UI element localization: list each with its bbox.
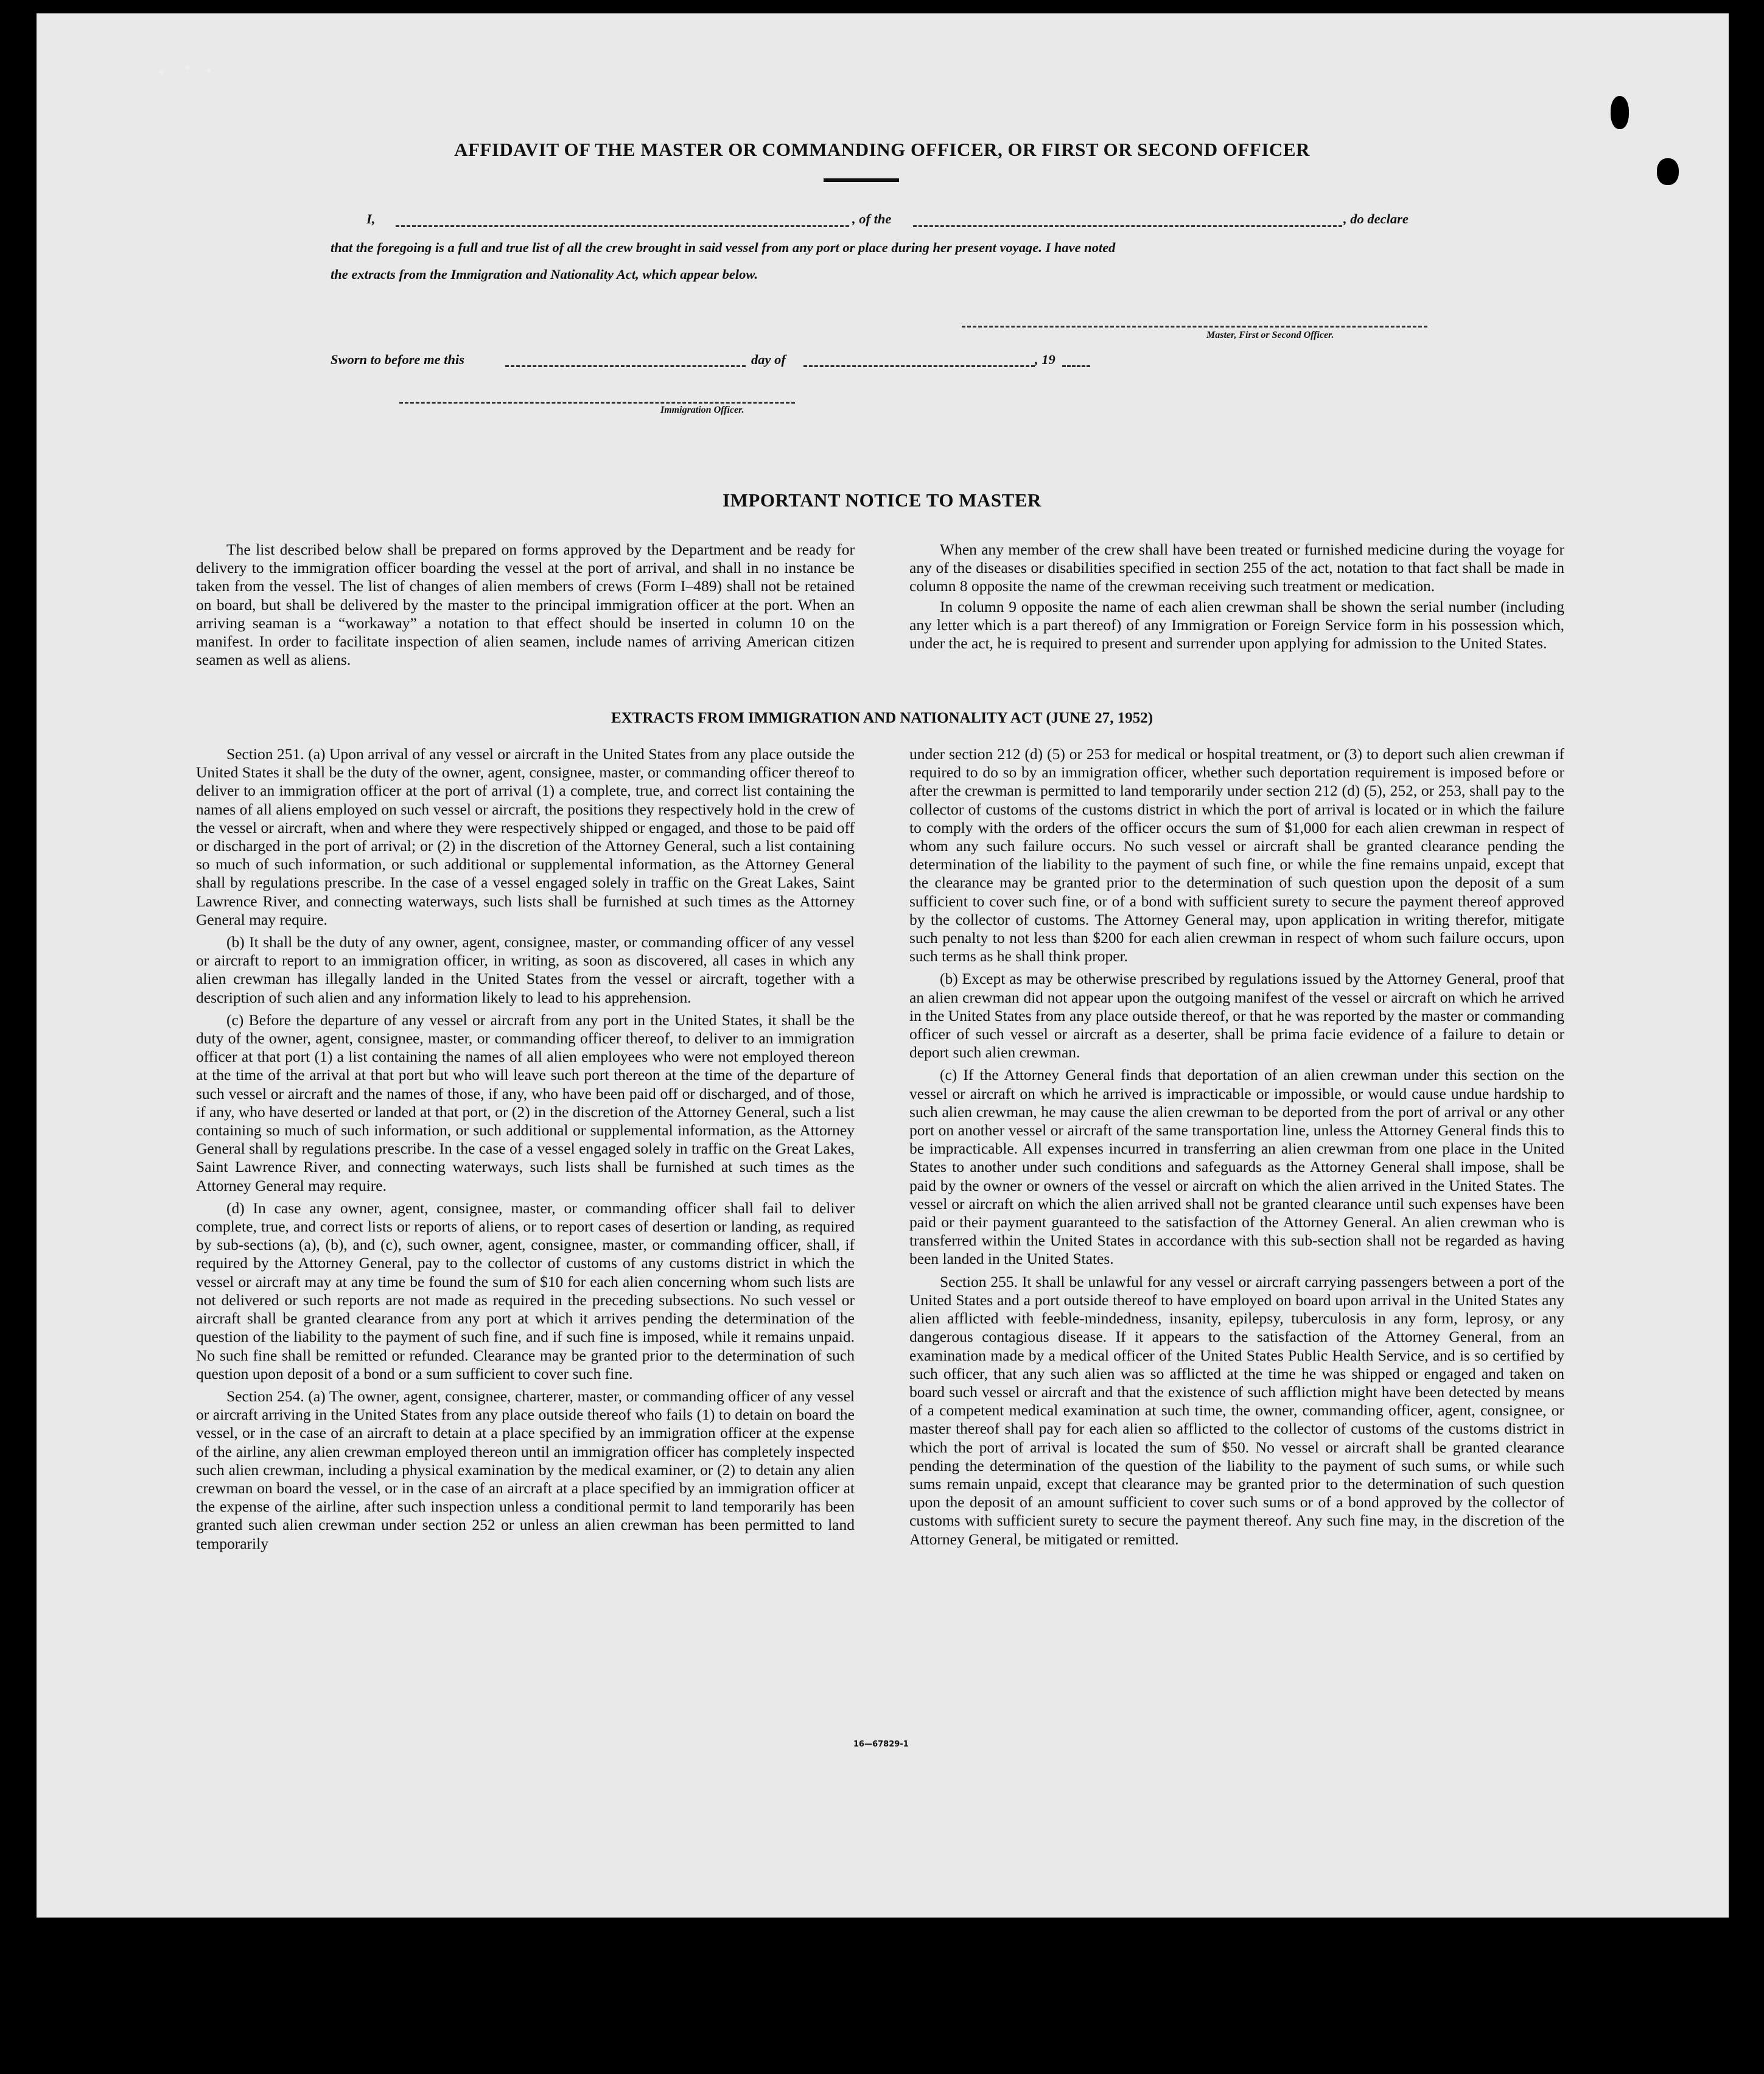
affidavit-title: AFFIDAVIT OF THE MASTER OR COMMANDING OFFICER, OR FIRST OR SECOND OFFICER (454, 139, 1310, 160)
extracts-right-column (909, 745, 1564, 1714)
act-section-paragraph: Section 251. (a) Upon arrival of any vessel or aircraft in the United States from any place outside the United States it shall be the duty of the owner, agent, consignee, master, or commanding officer thereof to deliver to an immigration officer at the port of arrival (1) a complete, true, and correct list containing the names of all aliens employed on such vessel or aircraft, the positions they respectively hold in the crew of the vessel or aircraft, when and where they were respectively shipped or engaged, and those to be paid off or discharged in the port of arrival; or (2) in the discretion of the Attorney General, such a list containing so much of such information, or such additional or supplemental information, as the Attorney General shall by regulations prescribe. In the case of a vessel engaged solely in traffic on the Great Lakes, Saint Lawrence River, and connecting waterways, such lists shall be furnished at such times as the Attorney General may require. (196, 745, 855, 928)
notice-title: IMPORTANT NOTICE TO MASTER (723, 489, 1041, 511)
immigration-officer-label: Immigration Officer. (660, 405, 744, 415)
sworn-year-field[interactable] (1062, 365, 1090, 367)
sworn-day-field[interactable] (505, 365, 746, 367)
scan-speck (185, 66, 189, 70)
day-of-label: day of (751, 352, 786, 367)
sworn-label: Sworn to before me this (331, 352, 465, 367)
form-number: 16—67829-1 (853, 1740, 909, 1749)
act-section-paragraph: (b) Except as may be otherwise prescribed by regulations issued by the Attorney General, proof that an alien crewman did not appear upon the outgoing manifest of the vessel or aircraft on which he arrived in the United States from any place outside thereof, or that he was reported by the master or commanding officer of such vessel or aircraft as a deserter, shall be prima facie evidence of a failure to detain or deport such alien crewman. (909, 970, 1564, 1062)
vessel-label: , of the (852, 211, 892, 226)
notice-left-column (196, 541, 855, 673)
act-section-paragraph: under section 212 (d) (5) or 253 for medical or hospital treatment, or (3) to deport such alien crewman if required to do so by an immigration officer, whether such deportation requirement is imposed before or after the crewman is permitted to land temporarily under section 212 (d) (5), 252, or 253, shall pay to the collector of customs of the customs district in which the port of arrival is located or in which the failure to comply with the orders of the officer occurs the sum of $1,000 for each alien crewman in respect of whom any such failure occurs. No such vessel or aircraft shall be granted clearance pending the determination of the liability to the payment of such fine, or while the fine remains unpaid, except that the clearance may be granted prior to the determination of such question upon the deposit of a sum sufficient to cover such fine, or of a bond with sufficient surety to secure the payment thereof approved by the collector of customs. The Attorney General may, upon application in writing therefor, mitigate such penalty to not less than $200 for each alien crewman in respect of whom such failure occurs, upon such terms as he shall think proper. (909, 745, 1564, 965)
act-section-paragraph: (d) In case any owner, agent, consignee, master, or commanding officer shall fail to deliver complete, true, and correct lists or reports of aliens, or to report cases of desertion or landing, as required by sub-sections (a), (b), and (c), such owner, agent, consignee, master, or commanding officer, shall, if required by the Attorney General, pay to the collector of customs of any customs district in which the vessel or aircraft may at any time be found the sum of $10 for each alien concerning whom such lists are not delivered or such reports are not made as required in the preceding subsections. No such vessel or aircraft shall be granted clearance from any port at which it arrives pending the determination of the question of the liability to the payment of such fine, and if such fine is imposed, while it remains unpaid. No such fine shall be remitted or refunded. Clearance may be granted prior to the determination of such question upon deposit of a bond or a sum sufficient to cover such fine. (196, 1199, 855, 1382)
sworn-month-field[interactable] (803, 365, 1035, 367)
scan-speck (159, 70, 164, 74)
declaration-line-2: that the foregoing is a full and true list of all the crew brought in said vessel from any port or place during her present voyage. I have noted (331, 240, 1116, 255)
act-section-paragraph: (b) It shall be the duty of any owner, agent, consignee, master, or commanding officer of any vessel or aircraft to report to an immigration officer, in writing, as soon as discovered, all cases in which any alien crewman has illegally landed in the United States from the vessel or aircraft, together with a description of such alien and any information likely to lead to his apprehension. (196, 933, 855, 1006)
act-section-paragraph: (c) If the Attorney General finds that deportation of an alien crewman under this section on the vessel or aircraft on which he arrived is impracticable or impossible, or would cause undue hardship to such alien crewman, he may cause the alien crewman to be deported from the port of arrival or any other port on another vessel or aircraft of the same transportation line, unless the Attorney General finds this to be impracticable. All expenses incurred in transferring an alien crewman from one place in the United States to another under such conditions and safeguards as the Attorney General shall impose, shall be paid by the owner or owners of the vessel or aircraft on which the alien arrived in the United States. The vessel or aircraft on which the alien arrived shall not be granted clearance until such expenses have been paid or their payment guaranteed to the satisfaction of the Attorney General. An alien crewman who is transferred within the United States in accordance with this sub-section shall not be regarded as having been landed in the United States. (909, 1066, 1564, 1268)
declare-label: , do declare (1343, 211, 1409, 226)
scan-speck (207, 69, 211, 73)
act-section-paragraph: Section 254. (a) The owner, agent, consignee, charterer, master, or commanding officer of any vessel or aircraft arriving in the United States from any place outside thereof who fails (1) to detain on board the vessel, or in the case of an aircraft to detain at a place specified by an immigration officer at the expense of the airline, any alien crewman employed thereon until an immigration officer has completely inspected such alien crewman, including a physical examination by the medical examiner, or (2) to detain any alien crewman on board the vessel, or in the case of an aircraft at a place specified by an immigration officer at the expense of the airline, after such inspection unless a conditional permit to land temporarily has been granted such alien crewman under section 252 or unless an alien crewman has been permitted to land temporarily (196, 1387, 855, 1552)
immigration-officer-signature-field[interactable] (399, 402, 795, 404)
notice-paragraph: The list described below shall be prepared on forms approved by the Department and be ready for delivery to the immigration officer boarding the vessel at the port of arrival, and shall in no instance be taken from the vessel. The list of changes of alien members of crews (Form I–489) shall not be retained on board, but shall be delivered by the master to the principal immigration officer at the port. When an arriving seaman is a “workaway” a notation to that effect should be inserted in column 10 on the manifest. In order to facilitate inspection of alien seamen, include names of arriving American citizen seamen as well as aliens. (196, 541, 855, 669)
scan-blot (1611, 96, 1629, 129)
extracts-left-column (196, 745, 855, 1714)
master-signature-field[interactable] (962, 326, 1427, 328)
title-rule (824, 178, 899, 182)
notice-paragraph: In column 9 opposite the name of each alien crewman shall be shown the serial number (including any letter which is a part thereof) of any Immigration or Foreign Service form in his possession which, under the act, he is required to present and surrender upon applying for admission to the United States. (909, 597, 1564, 653)
extracts-title: EXTRACTS FROM IMMIGRATION AND NATIONALITY ACT (JUNE 27, 1952) (611, 710, 1153, 726)
act-section-paragraph: Section 255. It shall be unlawful for any vessel or aircraft carrying passengers between a port of the United States and a port outside thereof to have employed on board upon arrival in the United States any alien afflicted with feeble-mindedness, insanity, epilepsy, tuberculosis in any form, leprosy, or any dangerous contagious disease. If it appears to the satisfaction of the Attorney General, from an examination made by a medical officer of the United States Public Health Service, and is so certified by such officer, that any such alien was so afflicted at the time he was shipped or engaged and taken on board such vessel or aircraft and that the existence of such affliction might have been detected by means of a competent medical examination at such time, the owner, commanding officer, agent, consignee, or master thereof shall pay for each alien so afflicted to the collector of customs of the customs district in which the port of arrival is located the sum of $50. No vessel or aircraft shall be granted clearance pending the determination of the question of the liability to the payment of such sums, or while such sums remain unpaid, except that clearance may be granted prior to the determination of such question upon the deposit of an amount sufficient to cover such sums or of a bond approved by the collector of customs with sufficient surety to secure the payment thereof. Any such fine may, in the discretion of the Attorney General, be mitigated or remitted. (909, 1272, 1564, 1548)
year-label: , 19 (1035, 352, 1055, 367)
declaration-line-3: the extracts from the Immigration and Nationality Act, which appear below. (331, 267, 758, 282)
declarant-label: I, (366, 211, 376, 226)
notice-right-column (909, 541, 1564, 657)
act-section-paragraph: (c) Before the departure of any vessel or aircraft from any port in the United States, it shall be the duty of the owner, agent, consignee, master, or commanding officer thereof, to deliver to an immigration officer at that port (1) a list containing the names of all alien employees who were not employed thereon at the time of the arrival at that port but who will leave such port thereon at the time of the departure of such vessel or aircraft and the names of those, if any, who have been paid off or discharged, and of those, if any, who have deserted or landed at that port, or (2) in the discretion of the Attorney General, such a list containing so much of such information, or such additional or supplemental information, as the Attorney General shall by regulations prescribe. In the case of a vessel engaged solely in traffic on the Great Lakes, Saint Lawrence River, and connecting waterways, such lists shall be furnished at such times as the Attorney General may require. (196, 1011, 855, 1194)
notice-paragraph: When any member of the crew shall have been treated or furnished medicine during the voyage for any of the diseases or disabilities specified in section 255 of the act, notation to that fact shall be made in column 8 opposite the name of the crewman receiving such treatment or medication. (909, 541, 1564, 595)
vessel-name-field[interactable] (913, 225, 1342, 227)
scan-blot (1657, 158, 1679, 185)
declarant-name-field[interactable] (396, 225, 849, 227)
master-signature-label: Master, First or Second Officer. (1206, 330, 1334, 340)
